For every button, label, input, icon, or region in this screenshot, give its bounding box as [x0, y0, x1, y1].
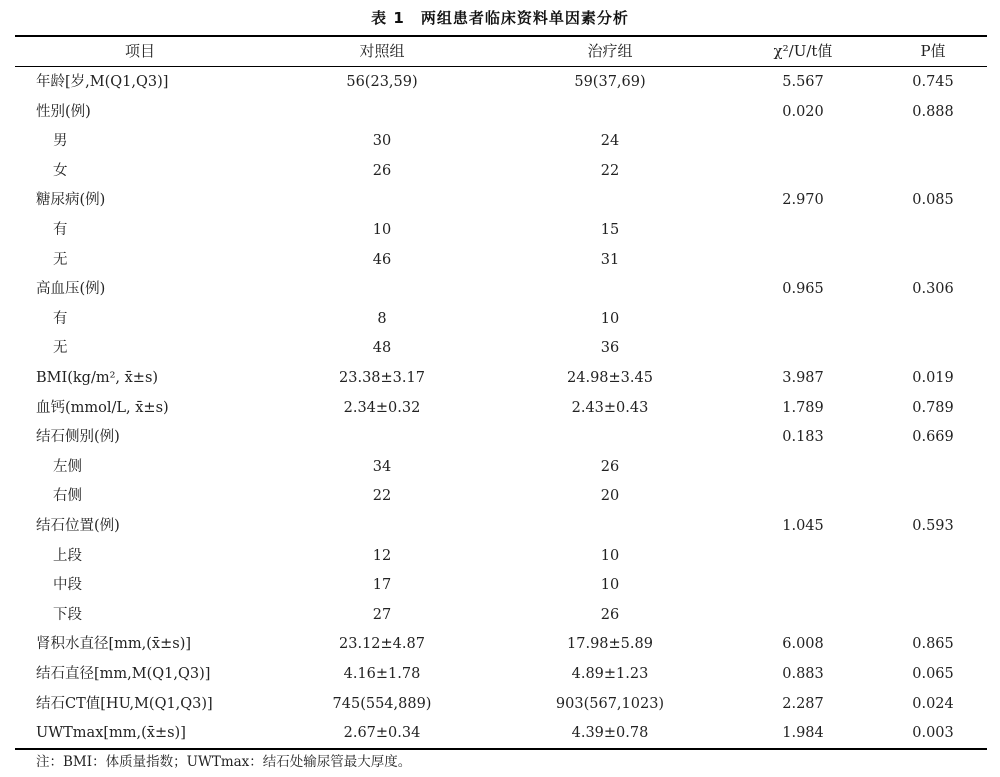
row-stat	[733, 216, 873, 245]
table-row	[15, 364, 987, 393]
row-item: 上段	[53, 547, 82, 564]
row-treatment: 10	[600, 577, 620, 594]
row-treatment: 17.98±5.89	[567, 636, 653, 653]
row-item: 高血压(例)	[36, 281, 106, 298]
table-row	[15, 127, 987, 156]
row-item: 下段	[53, 606, 82, 623]
row-item: 血钙(mmol/L, x̄±s)	[36, 399, 169, 416]
row-control: 34	[372, 458, 392, 475]
row-item: 有	[53, 310, 68, 327]
row-control: 30	[372, 133, 392, 150]
row-stat	[733, 127, 873, 156]
row-stat: 0.883	[782, 666, 824, 682]
row-stat: 2.970	[782, 192, 824, 209]
row-treatment: 36	[600, 340, 620, 357]
row-control: 745(554,889)	[332, 695, 432, 712]
row-treatment: 59(37,69)	[574, 74, 646, 90]
row-stat	[733, 482, 873, 511]
row-p	[883, 216, 983, 245]
table-row	[15, 571, 987, 600]
row-stat: 0.020	[782, 103, 824, 120]
row-treatment: 2.43±0.43	[571, 399, 649, 416]
table-number: 表 1	[371, 9, 405, 27]
table-row	[15, 216, 987, 245]
row-item: 有	[53, 222, 68, 238]
row-treatment: 15	[600, 222, 620, 238]
table-header	[15, 37, 987, 66]
bottom-rule	[15, 748, 987, 750]
table-title: 两组患者临床资料单因素分析	[420, 9, 629, 27]
row-control: 17	[372, 577, 392, 594]
row-stat	[733, 453, 873, 482]
row-item: 糖尿病(例)	[36, 192, 106, 209]
row-treatment	[510, 423, 710, 452]
row-item: UWTmax[mm,(x̄±s)]	[36, 725, 186, 742]
row-p: 0.745	[912, 74, 954, 90]
header-p: P值	[920, 42, 946, 60]
row-p	[883, 127, 983, 156]
row-control: 22	[372, 488, 392, 505]
row-stat: 3.987	[782, 370, 824, 386]
row-p	[883, 305, 983, 334]
row-p	[883, 482, 983, 511]
table-row	[15, 660, 987, 689]
row-stat	[733, 601, 873, 630]
row-item: 结石直径[mm,M(Q1,Q3)]	[36, 666, 211, 682]
table-row	[15, 98, 987, 127]
row-stat: 0.183	[782, 429, 824, 446]
row-control: 12	[372, 547, 392, 564]
row-stat: 0.965	[782, 281, 824, 298]
row-item: 性别(例)	[36, 103, 91, 120]
row-item: 无	[53, 340, 68, 357]
row-treatment	[510, 512, 710, 541]
table-row	[15, 246, 987, 275]
row-control: 56(23,59)	[346, 74, 418, 90]
row-stat	[733, 305, 873, 334]
row-treatment: 4.89±1.23	[571, 666, 649, 682]
table-row	[15, 690, 987, 719]
table-row	[15, 601, 987, 630]
table-row	[15, 453, 987, 482]
row-item: 女	[53, 162, 68, 179]
row-p	[883, 542, 983, 571]
row-control: 8	[377, 310, 387, 327]
row-item: BMI(kg/m², x̄±s)	[36, 370, 159, 386]
row-control: 46	[372, 251, 392, 268]
row-p: 0.593	[912, 518, 954, 534]
table-row	[15, 394, 987, 423]
row-p: 0.024	[912, 695, 954, 712]
row-stat: 2.287	[782, 695, 824, 712]
row-p	[883, 334, 983, 363]
row-control: 10	[372, 222, 392, 238]
row-treatment: 10	[600, 310, 620, 327]
row-item: 结石位置(例)	[36, 518, 120, 534]
table-caption	[0, 7, 1000, 28]
table-row	[15, 275, 987, 304]
row-p: 0.865	[912, 636, 954, 653]
row-treatment: 26	[600, 458, 620, 475]
row-control	[282, 275, 482, 304]
header-stat: χ²/U/t值	[773, 42, 833, 60]
row-control	[282, 186, 482, 215]
row-p	[883, 453, 983, 482]
row-treatment: 10	[600, 547, 620, 564]
row-stat	[733, 571, 873, 600]
row-p	[883, 571, 983, 600]
table-row	[15, 482, 987, 511]
row-stat	[733, 542, 873, 571]
row-stat: 1.984	[782, 725, 824, 742]
row-control: 2.34±0.32	[343, 399, 421, 416]
row-control	[282, 512, 482, 541]
row-item: 右侧	[53, 488, 82, 505]
row-treatment: 24.98±3.45	[567, 370, 653, 386]
row-stat: 5.567	[782, 74, 824, 90]
row-p	[883, 601, 983, 630]
row-item: 年龄[岁,M(Q1,Q3)]	[36, 74, 169, 90]
table-row	[15, 305, 987, 334]
header-rule	[15, 66, 987, 67]
row-p: 0.019	[912, 370, 954, 386]
row-control: 23.12±4.87	[339, 636, 425, 653]
table-row	[15, 157, 987, 186]
row-control: 2.67±0.34	[343, 725, 421, 742]
row-stat: 1.045	[782, 518, 824, 534]
row-control: 26	[372, 162, 392, 179]
row-p	[883, 246, 983, 275]
table-row	[15, 630, 987, 659]
row-treatment: 20	[600, 488, 620, 505]
row-p: 0.306	[912, 281, 954, 298]
table-row	[15, 512, 987, 541]
row-stat: 6.008	[782, 636, 824, 653]
row-treatment	[510, 98, 710, 127]
table-note: 注：BMI：体质量指数；UWTmax：结石处输尿管最大厚度。	[36, 754, 412, 770]
row-treatment: 903(567,1023)	[555, 695, 665, 712]
row-item: 结石侧别(例)	[36, 429, 120, 446]
row-control: 4.16±1.78	[343, 666, 421, 682]
row-item: 男	[53, 133, 68, 150]
row-item: 无	[53, 251, 68, 268]
row-treatment: 31	[600, 251, 620, 268]
row-control	[282, 423, 482, 452]
row-control: 27	[372, 606, 392, 623]
row-treatment	[510, 275, 710, 304]
row-stat	[733, 334, 873, 363]
row-control: 23.38±3.17	[339, 370, 425, 386]
row-p: 0.003	[912, 725, 954, 742]
row-stat: 1.789	[782, 399, 824, 416]
row-treatment: 22	[600, 162, 620, 179]
table-row	[15, 68, 987, 97]
row-stat	[733, 157, 873, 186]
row-stat	[733, 246, 873, 275]
row-item: 中段	[53, 577, 82, 594]
row-p: 0.669	[912, 429, 954, 446]
header-control: 对照组	[359, 42, 405, 60]
header-item: 项目	[124, 42, 155, 60]
table-row	[15, 719, 987, 748]
row-p: 0.065	[912, 666, 954, 682]
row-treatment	[510, 186, 710, 215]
table-row	[15, 186, 987, 215]
row-p: 0.789	[912, 399, 954, 416]
row-treatment: 4.39±0.78	[571, 725, 649, 742]
row-item: 结石CT值[HU,M(Q1,Q3)]	[36, 695, 213, 712]
row-control: 48	[372, 340, 392, 357]
table-row	[15, 423, 987, 452]
row-item: 肾积水直径[mm,(x̄±s)]	[36, 636, 192, 653]
row-p: 0.888	[912, 103, 954, 120]
header-treatment: 治疗组	[587, 42, 633, 60]
row-control	[282, 98, 482, 127]
table-row	[15, 334, 987, 363]
row-treatment: 24	[600, 133, 620, 150]
row-p	[883, 157, 983, 186]
row-treatment: 26	[600, 606, 620, 623]
table-row	[15, 542, 987, 571]
row-p: 0.085	[912, 192, 954, 209]
row-item: 左侧	[53, 458, 82, 475]
